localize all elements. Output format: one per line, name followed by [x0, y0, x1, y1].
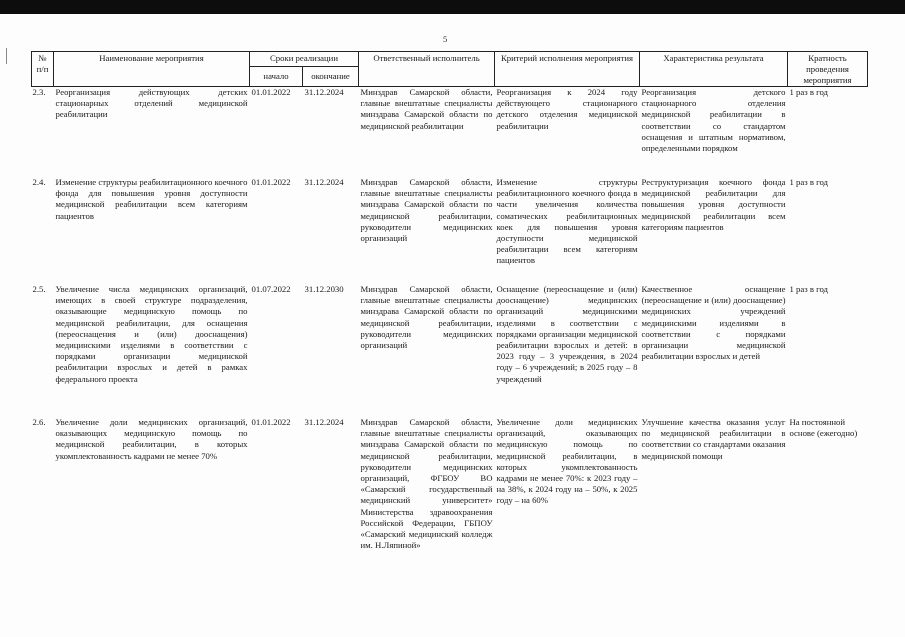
completion-criterion: Изменение структуры реабилитационного коечного фонда в части увеличения количества соматических реабилитационных коек для повышения уровня доступности медицинской реабилитации всем категориям пациентов: [496, 177, 638, 266]
scan-margin-mark: [6, 48, 7, 64]
responsible-executor: Минздрав Самарской области, главные внештатные специалисты минздрава Самарской области по медицинской реабилитации, руководители медицинских организаций: [360, 177, 493, 244]
table-row: [32, 87, 868, 178]
scan-top-edge: [0, 0, 905, 14]
header-criterion: Критерий исполнения мероприятия: [495, 52, 640, 87]
header-result: Характеристика результата: [640, 52, 788, 87]
header-frequency: Кратность проведения мероприятия: [788, 52, 868, 87]
header-num: № п/п: [32, 52, 54, 87]
responsible-executor: Минздрав Самарской области, главные внештатные специалисты минздрава Самарской области по медицинской реабилитации, руководители медицинских организаций, ФГБОУ ВО «Самарский государственный медицинский университет» Министерства здравоохранения Российской Федерации, ГБПОУ «Самарский медицинский колледж им. Н.Ляпиной»: [360, 417, 493, 551]
row-number: 2.3.: [32, 87, 46, 97]
table-row: [32, 177, 868, 284]
start-date: 01.07.2022: [251, 284, 291, 294]
responsible-executor: Минздрав Самарской области, главные внештатные специалисты минздрава Самарской области по медицинской реабилитации, руководители медицинских организаций: [360, 284, 493, 351]
header-start: начало: [250, 66, 303, 86]
row-number: 2.5.: [32, 284, 46, 294]
result-characteristic: Реорганизация детского стационарного отделения медицинской реабилитации в соответствии со стандартом оснащения и штатным нормативом, определенными порядком: [641, 87, 786, 154]
frequency: 1 раз в год: [789, 284, 828, 294]
start-date: 01.01.2022: [251, 177, 291, 187]
result-characteristic: Реструктуризация коечного фонда медицинской реабилитации для повышения уровня доступности медицинской реабилитации всем категориям пациентов: [641, 177, 786, 232]
activity-name: Реорганизация действующих детских стационарных отделений медицинской реабилитации: [55, 87, 248, 120]
end-date: 31.12.2024: [304, 177, 344, 187]
end-date: 31.12.2024: [304, 87, 344, 97]
start-date: 01.01.2022: [251, 417, 291, 427]
responsible-executor: Минздрав Самарской области, главные внештатные специалисты минздрава Самарской области по медицинской реабилитации: [360, 87, 493, 131]
row-number: 2.4.: [32, 177, 46, 187]
result-characteristic: Качественное оснащение (переоснащение и (или) дооснащение) медицинских учреждений медицинскими изделиями в соответствии с порядками организации медицинской реабилитации взрослых и детей: [641, 284, 786, 362]
page-number: 5: [443, 34, 448, 44]
completion-criterion: Увеличение доли медицинских организаций, оказывающих медицинскую помощь по медицинской реабилитации, в которых укомплектованность кадрами не менее 70%: к 2023 году – на 38%, к 2024 году на – 50%, к 2025 году – на 60%: [496, 417, 638, 506]
frequency: 1 раз в год: [789, 177, 828, 187]
header-end: окончание: [303, 66, 359, 86]
header-name: Наименование мероприятия: [54, 52, 250, 87]
completion-criterion: Реорганизация к 2024 году действующего стационарного детского отделения медицинской реабилитации: [496, 87, 638, 131]
activity-name: Увеличение числа медицинских организаций, имеющих в своей структуре подразделения, оказывающие медицинскую помощь по медицинской реабилитации, для оснащения (переоснащения и (или) дооснащения) медицинскими изделиями в соответствии с порядками организации медицинской реабилитации взрослых и детей в рамках федерального проекта: [55, 284, 248, 384]
frequency: 1 раз в год: [789, 87, 828, 97]
activity-name: Увеличение доли медицинских организаций, оказывающих медицинскую помощь по медицинской реабилитации, в которых укомплектованность кадрами не менее 70%: [55, 417, 248, 461]
header-period: Сроки реализации: [250, 52, 359, 67]
end-date: 31.12.2030: [304, 284, 344, 294]
activities-table: [31, 51, 868, 597]
row-number: 2.6.: [32, 417, 46, 427]
completion-criterion: Оснащение (переоснащение и (или) дооснащение) медицинских организаций медицинскими изделиями в соответствии с порядками организации медицинской реабилитации взрослых и детей: в 2023 году – 3 учреждения, в 2024 году – 6 учреждений; в 2025 году – 8 учреждений: [496, 284, 638, 384]
table-row: [32, 284, 868, 417]
table-row: [32, 417, 868, 597]
result-characteristic: Улучшение качества оказания услуг по медицинской реабилитации в соответствии со стандартами оказания медицинской помощи: [641, 417, 786, 461]
frequency: На постоянной основе (ежегодно): [789, 417, 858, 439]
header-responsible: Ответственный исполнитель: [359, 52, 495, 87]
activity-name: Изменение структуры реабилитационного коечного фонда для повышения уровня доступности медицинской реабилитации всем категориям пациентов: [55, 177, 248, 221]
start-date: 01.01.2022: [251, 87, 291, 97]
end-date: 31.12.2024: [304, 417, 344, 427]
